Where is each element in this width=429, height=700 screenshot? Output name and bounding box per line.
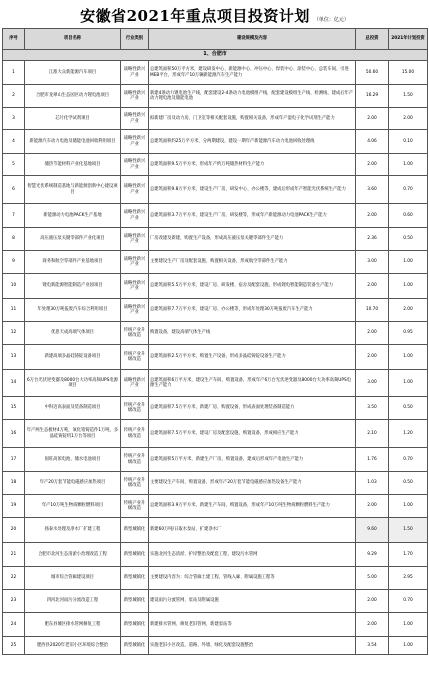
construction-content: 总建筑面积9.8万平方米，建设生产厂房、研发中心、办公楼等，建成后形成年产智能光伏系统生产能力 — [149, 176, 356, 204]
project-name: 年产10万吨生物质颗粒燃料项目 — [25, 495, 121, 518]
industry-category: 传统产业升级改造 — [121, 472, 149, 495]
row-number: 5 — [3, 154, 25, 176]
construction-content: 总建筑面积5.5万平方米，建设厂房、研发楼、宿舍及配套设施，形成锂电智能制造装备生产能力 — [149, 274, 356, 299]
table-row — [3, 637, 428, 655]
construction-content: 实施老旧小区改造，道路、外墙、绿化及配套设施整治 — [149, 637, 356, 655]
industry-category: 传统产业升级改造 — [121, 495, 149, 518]
total-investment: 5.00 — [356, 567, 389, 590]
planned-investment-2021: 1.50 — [389, 518, 428, 543]
row-number: 16 — [3, 420, 25, 448]
total-investment: 50.60 — [356, 61, 389, 85]
industry-category: 战略性新兴产业 — [121, 154, 149, 176]
table-row — [3, 108, 428, 130]
project-name: 城市综合管廊建设项目 — [25, 567, 121, 590]
industry-category: 战略性新兴产业 — [121, 204, 149, 228]
industry-category: 新型城镇化 — [121, 613, 149, 637]
project-name: 智慧光伏系统制造基地与新能源创新中心建设项目 — [25, 176, 121, 204]
planned-investment-2021: 0.70 — [389, 176, 428, 204]
project-name: 固旺高浓电池、储水电池项目 — [25, 448, 121, 472]
row-number: 11 — [3, 299, 25, 322]
row-number: 21 — [3, 543, 25, 567]
total-investment: 2.00 — [356, 322, 389, 345]
construction-content: 厂房改建及新建，购置生产设备，形成高压液压泵关键零部件生产能力 — [149, 228, 356, 251]
row-number: 8 — [3, 228, 25, 251]
table-row — [3, 345, 428, 370]
table-row — [3, 370, 428, 397]
table-row — [3, 567, 428, 590]
col-header-total: 总投资 — [356, 29, 389, 50]
construction-content: 总建筑面积7.5万平方米，新建厂房，购置设备，形成表面处理装备制造能力 — [149, 397, 356, 420]
header-row — [3, 29, 428, 50]
table-row — [3, 397, 428, 420]
planned-investment-2021: 2.95 — [389, 567, 428, 590]
construction-content: 新建60万吨/日取水泵站，扩建净水厂 — [149, 518, 356, 543]
col-header-plan: 2021年计划投资 — [389, 29, 428, 50]
table-row — [3, 130, 428, 154]
table-row — [3, 518, 428, 543]
industry-category: 战略性新兴产业 — [121, 299, 149, 322]
planned-investment-2021: 1.00 — [389, 345, 428, 370]
project-name: 合肥市龙翠山生态园区动力锂电池项目 — [25, 85, 121, 108]
construction-content: 实施北河生态清淤、护岸整治及配套工程，建设污水管网 — [149, 543, 356, 567]
planned-investment-2021: 15.00 — [389, 61, 428, 85]
row-number: 4 — [3, 130, 25, 154]
construction-content: 总建筑面积5万平方米，新建生产厂房，购置设备，建成后形成年产电池生产能力 — [149, 448, 356, 472]
construction-content: 新建4条动力锂电池生产线，配套建设2-4条动力电池模组产线，配套建设模组生产线、检测线，建成后年产动力锂电池及储能电池 — [149, 85, 356, 108]
planned-investment-2021: 1.00 — [389, 495, 428, 518]
construction-content: 新建排水管网、修复老旧管网，新建泵站等 — [149, 613, 356, 637]
industry-category: 新型城镇化 — [121, 567, 149, 590]
project-name: 新能源动力电池PACK生产基地 — [25, 204, 121, 228]
planned-investment-2021: 0.70 — [389, 448, 428, 472]
planned-investment-2021: 1.20 — [389, 420, 428, 448]
row-number: 7 — [3, 204, 25, 228]
industry-category: 战略性新兴产业 — [121, 61, 149, 85]
row-number: 2 — [3, 85, 25, 108]
construction-content: 总建筑面积9.5万平方米，形成年产约万吨储热材料生产能力 — [149, 154, 356, 176]
project-name: 高压液压泵关键零部件产业化项目 — [25, 228, 121, 251]
project-name: 中科迈高表面及装备制造项目 — [25, 397, 121, 420]
total-investment: 9.60 — [356, 518, 389, 543]
table-row — [3, 299, 428, 322]
total-investment: 2.00 — [356, 274, 389, 299]
project-name: 新能源汽车动力电池及储能电池回收利用项目 — [25, 130, 121, 154]
total-investment: 3.54 — [356, 637, 389, 655]
planned-investment-2021: 0.50 — [389, 228, 428, 251]
construction-content: 总建筑面积6万平方米，建设生产车间，购置设备，形成年产6万台光伏逆变器及8000台大功率高频UPS电源生产能力 — [149, 370, 356, 397]
total-investment: 4.06 — [356, 130, 389, 154]
construction-content: 主要建设生产厂房及配套设施，购置相关设备，形成航空零部件生产能力 — [149, 251, 356, 274]
planned-investment-2021: 0.70 — [389, 590, 428, 613]
row-number: 20 — [3, 518, 25, 543]
total-investment: 3.50 — [356, 397, 389, 420]
table-row — [3, 495, 428, 518]
industry-category: 新型城镇化 — [121, 543, 149, 567]
project-name: 年产20万套节能电磁感应加热项目 — [25, 472, 121, 495]
planned-investment-2021: 1.00 — [389, 274, 428, 299]
planned-investment-2021: 1.00 — [389, 370, 428, 397]
investment-table — [2, 28, 428, 655]
industry-category: 战略性新兴产业 — [121, 274, 149, 299]
construction-content: 总建筑面积50万平方米，建设研发中心、新能源中心、冲压中心、焊装中心、涂装中心、总装车间、引进MEB平台，形成年产10万辆新能源汽车生产能力 — [149, 61, 356, 85]
industry-category: 新型城镇化 — [121, 590, 149, 613]
project-name: 锂电新能源智能制造产业园项目 — [25, 274, 121, 299]
industry-category: 战略性新兴产业 — [121, 130, 149, 154]
title-bar — [0, 0, 429, 28]
row-number: 25 — [3, 637, 25, 655]
construction-content: 主要建设内容为：综合管廊土建工程、管线入廊、附属设施工程等 — [149, 567, 356, 590]
project-name: 四河北河雨污分流改造工程 — [25, 590, 121, 613]
planned-investment-2021: 1.00 — [389, 637, 428, 655]
planned-investment-2021: 2.00 — [389, 299, 428, 322]
industry-category: 传统产业升级改造 — [121, 397, 149, 420]
project-name: 年产两生态板材4万吨，氧化锆铸造件1万吨，多晶硅铸锭机1万台等项目 — [25, 420, 121, 448]
unit-label: （单位：亿元） — [313, 17, 349, 23]
table-row — [3, 154, 428, 176]
total-investment: 2.36 — [356, 228, 389, 251]
table-row — [3, 322, 428, 345]
construction-content: 总建筑面积约25万平方米，分两期建设，建设一期年产新能源汽车动力电池回收处理线 — [149, 130, 356, 154]
industry-category: 战略性新兴产业 — [121, 228, 149, 251]
table-row — [3, 448, 428, 472]
row-number: 23 — [3, 590, 25, 613]
table-row — [3, 204, 428, 228]
total-investment: 2.00 — [356, 345, 389, 370]
project-name: 商务和航空零部件产业基地项目 — [25, 251, 121, 274]
row-number: 14 — [3, 370, 25, 397]
col-header-category: 行业类别 — [121, 29, 149, 50]
project-name: 新建高端多晶硅铸锭设备项目 — [25, 345, 121, 370]
total-investment: 2.10 — [356, 420, 389, 448]
industry-category: 传统产业升级改造 — [121, 448, 149, 472]
table-row — [3, 420, 428, 448]
table-row — [3, 613, 428, 637]
planned-investment-2021: 1.00 — [389, 154, 428, 176]
table-row — [3, 590, 428, 613]
total-investment: 16.29 — [356, 85, 389, 108]
industry-category: 传统产业升级改造 — [121, 322, 149, 345]
industry-category: 战略性新兴产业 — [121, 251, 149, 274]
row-number: 13 — [3, 345, 25, 370]
construction-content: 总建筑面积2.5万平方米，购置生产设备，形成多晶硅铸锭设备生产能力 — [149, 345, 356, 370]
col-header-name: 项目名称 — [25, 29, 121, 50]
total-investment: 2.00 — [356, 590, 389, 613]
total-investment: 2.00 — [356, 108, 389, 130]
total-investment: 9.29 — [356, 543, 389, 567]
industry-category: 传统产业升级改造 — [121, 345, 149, 370]
project-name: 合肥市北河生态清淤小治理改造工程 — [25, 543, 121, 567]
table-row — [3, 274, 428, 299]
table-row — [3, 61, 428, 85]
row-number: 15 — [3, 397, 25, 420]
project-name: 优思天成高端气体项目 — [25, 322, 121, 345]
construction-content: 购置设备，建设高端气体生产线 — [149, 322, 356, 345]
row-number: 3 — [3, 108, 25, 130]
row-number: 10 — [3, 274, 25, 299]
construction-content: 总建筑面积7.7万平方米，建设厂房、办公楼等，形成年处理30万吨报废汽车生产能力 — [149, 299, 356, 322]
project-name: 肥东县城区排水管网修复工程 — [25, 613, 121, 637]
row-number: 17 — [3, 448, 25, 472]
construction-content: 拟新建厂房及动力房、门卫室等相关配套设施，购置相关设备，形成年产湿电子化学试剂生产能力 — [149, 108, 356, 130]
row-number: 22 — [3, 567, 25, 590]
total-investment: 3.60 — [356, 176, 389, 204]
industry-category: 传统产业升级改造 — [121, 420, 149, 448]
planned-investment-2021: 1.00 — [389, 251, 428, 274]
planned-investment-2021: 0.60 — [389, 204, 428, 228]
project-name: 扬泰水处理及净水厂扩建工程 — [25, 518, 121, 543]
section-row — [3, 50, 428, 61]
col-header-no: 序号 — [3, 29, 25, 50]
row-number: 9 — [3, 251, 25, 274]
total-investment: 2.00 — [356, 204, 389, 228]
col-header-content: 建设规模及内容 — [149, 29, 356, 50]
planned-investment-2021: 1.00 — [389, 613, 428, 637]
row-number: 12 — [3, 322, 25, 345]
planned-investment-2021: 0.50 — [389, 397, 428, 420]
table-row — [3, 228, 428, 251]
row-number: 6 — [3, 176, 25, 204]
total-investment: 1.03 — [356, 472, 389, 495]
row-number: 18 — [3, 472, 25, 495]
table-row — [3, 251, 428, 274]
total-investment: 2.00 — [356, 613, 389, 637]
section-title: 1、合肥市 — [3, 50, 428, 61]
project-name: 6万台光伏逆变器及8000台大功率高频UPS电源项目 — [25, 370, 121, 397]
table-row — [3, 85, 428, 108]
construction-content: 主要建设生产车间，购置设备，形成年产20万套节能电磁感应加热设备生产能力 — [149, 472, 356, 495]
industry-category: 战略性新兴产业 — [121, 85, 149, 108]
project-name: 江淮大众新能源汽车项目 — [25, 61, 121, 85]
table-row — [3, 543, 428, 567]
document-title: 安徽省2021年重点项目投资计划 — [80, 7, 310, 25]
project-name: 储热节能材料产业化基地项目 — [25, 154, 121, 176]
construction-content: 建设雨污分流管网、泵站及附属设施 — [149, 590, 356, 613]
row-number: 24 — [3, 613, 25, 637]
project-name: 芯片化学试剂项目 — [25, 108, 121, 130]
planned-investment-2021: 2.00 — [389, 108, 428, 130]
construction-content: 总建筑面积7.5万平方米，建设厂房及配套设施，购置设备，形成相应生产能力 — [149, 420, 356, 448]
total-investment: 2.00 — [356, 495, 389, 518]
industry-category: 战略性新兴产业 — [121, 370, 149, 397]
total-investment: 3.00 — [356, 370, 389, 397]
industry-category: 战略性新兴产业 — [121, 108, 149, 130]
total-investment: 1.76 — [356, 448, 389, 472]
industry-category: 新型城镇化 — [121, 518, 149, 543]
industry-category: 新型城镇化 — [121, 637, 149, 655]
row-number: 1 — [3, 61, 25, 85]
planned-investment-2021: 0.50 — [389, 472, 428, 495]
industry-category: 战略性新兴产业 — [121, 176, 149, 204]
project-name: 年处理30万吨报废汽车综合利用项目 — [25, 299, 121, 322]
planned-investment-2021: 0.95 — [389, 322, 428, 345]
table-row — [3, 176, 428, 204]
planned-investment-2021: 1.50 — [389, 85, 428, 108]
row-number: 19 — [3, 495, 25, 518]
total-investment: 2.00 — [356, 154, 389, 176]
total-investment: 10.70 — [356, 299, 389, 322]
planned-investment-2021: 0.10 — [389, 130, 428, 154]
total-investment: 3.00 — [356, 251, 389, 274]
construction-content: 总建筑面积3.7万平方米，建设生产厂房、研发楼等，形成年产新能源动力电池PACK生产能力 — [149, 204, 356, 228]
project-name: 肥西县2020年老旧小区环境综合整治 — [25, 637, 121, 655]
construction-content: 总建筑面积3.9万平方米，新建生产车间，购置设备，形成年产10万吨生物质颗粒燃料生产能力 — [149, 495, 356, 518]
planned-investment-2021: 1.70 — [389, 543, 428, 567]
table-row — [3, 472, 428, 495]
